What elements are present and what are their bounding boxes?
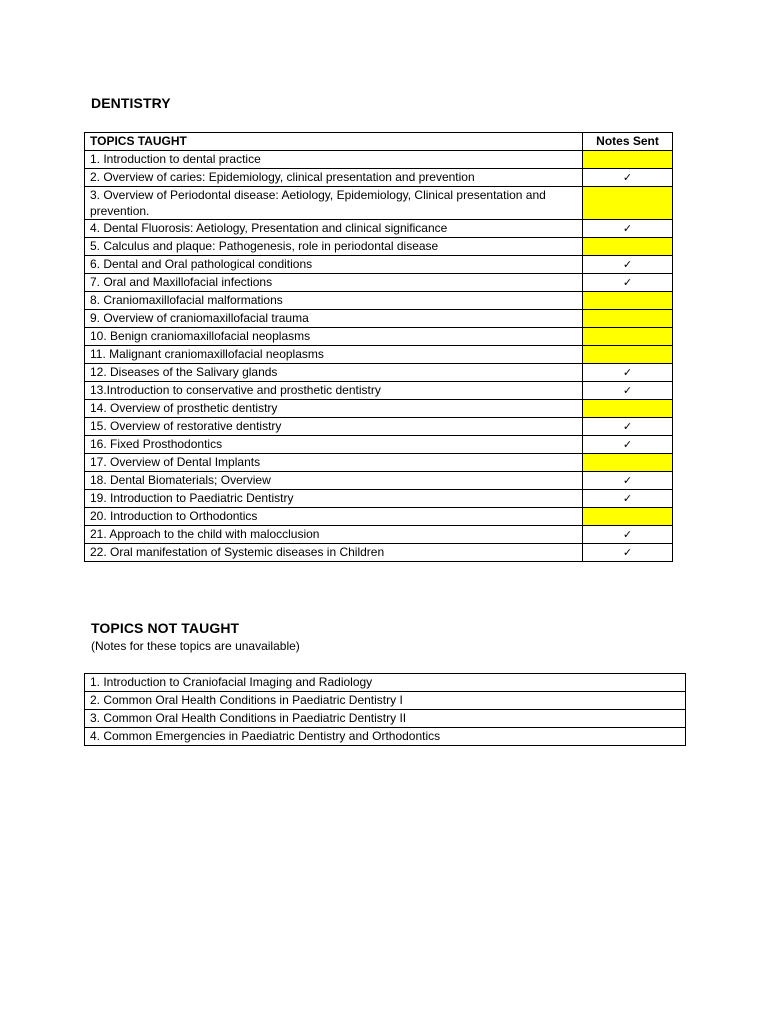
- table-row: [85, 710, 686, 728]
- notes-sent-cell: [583, 472, 673, 490]
- table-row: [85, 310, 673, 328]
- notes-sent-cell: [583, 220, 673, 238]
- table-row: [85, 526, 673, 544]
- check-icon: ✓: [622, 528, 633, 541]
- check-icon: ✓: [622, 492, 633, 505]
- topic-cell: 22. Oral manifestation of Systemic diseases in Children: [85, 544, 583, 562]
- topic-cell: 1. Introduction to Craniofacial Imaging and Radiology: [85, 674, 686, 692]
- topic-cell: 4. Common Emergencies in Paediatric Dentistry and Orthodontics: [85, 728, 686, 746]
- table-row: [85, 220, 673, 238]
- table-row: [85, 151, 673, 169]
- table-row: [85, 674, 686, 692]
- table-row: [85, 274, 673, 292]
- topic-cell: 10. Benign craniomaxillofacial neoplasms: [85, 328, 583, 346]
- topics-taught-table: [84, 132, 673, 562]
- topics-not-taught-body: [85, 674, 686, 746]
- topic-cell: 17. Overview of Dental Implants: [85, 454, 583, 472]
- topic-cell: 2. Overview of caries: Epidemiology, clinical presentation and prevention: [85, 169, 583, 187]
- table-row: [85, 169, 673, 187]
- topic-cell: 19. Introduction to Paediatric Dentistry: [85, 490, 583, 508]
- table-row: [85, 508, 673, 526]
- table-row: [85, 292, 673, 310]
- notes-sent-cell: [583, 169, 673, 187]
- notes-pending-cell: [583, 238, 673, 256]
- notes-sent-cell: [583, 436, 673, 454]
- notes-pending-cell: [583, 454, 673, 472]
- check-icon: ✓: [622, 546, 633, 559]
- topic-cell: 6. Dental and Oral pathological conditions: [85, 256, 583, 274]
- topics-not-taught-table: [84, 673, 686, 746]
- notes-sent-header: Notes Sent: [583, 133, 673, 151]
- check-icon: ✓: [622, 384, 633, 397]
- table-row: [85, 418, 673, 436]
- notes-sent-cell: [583, 382, 673, 400]
- topic-cell: 20. Introduction to Orthodontics: [85, 508, 583, 526]
- topic-cell: 9. Overview of craniomaxillofacial trauma: [85, 310, 583, 328]
- notes-sent-cell: [583, 364, 673, 382]
- check-icon: ✓: [622, 438, 633, 451]
- notes-pending-cell: [583, 310, 673, 328]
- table-row: [85, 472, 673, 490]
- notes-sent-cell: [583, 418, 673, 436]
- table-row: [85, 187, 673, 220]
- notes-pending-cell: [583, 508, 673, 526]
- topic-cell: 21. Approach to the child with malocclusion: [85, 526, 583, 544]
- table-row: [85, 238, 673, 256]
- notes-pending-cell: [583, 187, 673, 220]
- topic-cell: 14. Overview of prosthetic dentistry: [85, 400, 583, 418]
- topic-cell: 16. Fixed Prosthodontics: [85, 436, 583, 454]
- table-row: [85, 364, 673, 382]
- topics-taught-body: [85, 151, 673, 562]
- check-icon: ✓: [622, 258, 633, 271]
- notes-pending-cell: [583, 292, 673, 310]
- notes-sent-cell: [583, 544, 673, 562]
- table-row: [85, 490, 673, 508]
- topics-not-taught-title: TOPICS NOT TAUGHT: [91, 620, 240, 636]
- check-icon: ✓: [622, 222, 633, 235]
- topic-cell: 18. Dental Biomaterials; Overview: [85, 472, 583, 490]
- notes-pending-cell: [583, 346, 673, 364]
- notes-pending-cell: [583, 151, 673, 169]
- table-row: [85, 454, 673, 472]
- topic-cell: 1. Introduction to dental practice: [85, 151, 583, 169]
- table-row: [85, 256, 673, 274]
- topic-cell: 2. Common Oral Health Conditions in Paediatric Dentistry I: [85, 692, 686, 710]
- table-row: [85, 692, 686, 710]
- table-header-row: [85, 133, 673, 151]
- table-row: [85, 544, 673, 562]
- topic-cell: 11. Malignant craniomaxillofacial neoplasms: [85, 346, 583, 364]
- topics-taught-header: TOPICS TAUGHT: [85, 133, 583, 151]
- topic-cell: 15. Overview of restorative dentistry: [85, 418, 583, 436]
- notes-sent-cell: [583, 274, 673, 292]
- table-row: [85, 346, 673, 364]
- topic-cell: 3. Common Oral Health Conditions in Paediatric Dentistry II: [85, 710, 686, 728]
- check-icon: ✓: [622, 366, 633, 379]
- check-icon: ✓: [622, 420, 633, 433]
- topic-cell: 4. Dental Fluorosis: Aetiology, Presentation and clinical significance: [85, 220, 583, 238]
- notes-sent-cell: [583, 256, 673, 274]
- table-row: [85, 400, 673, 418]
- topic-cell: 3. Overview of Periodontal disease: Aetiology, Epidemiology, Clinical presentation and prevention.: [85, 187, 583, 220]
- notes-unavailable-note: (Notes for these topics are unavailable): [91, 639, 300, 653]
- table-row: [85, 436, 673, 454]
- dentistry-title: DENTISTRY: [91, 95, 171, 111]
- notes-sent-cell: [583, 490, 673, 508]
- check-icon: ✓: [622, 474, 633, 487]
- topic-cell: 12. Diseases of the Salivary glands: [85, 364, 583, 382]
- notes-pending-cell: [583, 328, 673, 346]
- table-row: [85, 328, 673, 346]
- notes-sent-cell: [583, 526, 673, 544]
- topic-cell: 8. Craniomaxillofacial malformations: [85, 292, 583, 310]
- table-row: [85, 382, 673, 400]
- topic-cell: 7. Oral and Maxillofacial infections: [85, 274, 583, 292]
- topic-cell: 13.Introduction to conservative and prosthetic dentistry: [85, 382, 583, 400]
- check-icon: ✓: [622, 171, 633, 184]
- notes-pending-cell: [583, 400, 673, 418]
- topic-cell: 5. Calculus and plaque: Pathogenesis, role in periodontal disease: [85, 238, 583, 256]
- table-row: [85, 728, 686, 746]
- check-icon: ✓: [622, 276, 633, 289]
